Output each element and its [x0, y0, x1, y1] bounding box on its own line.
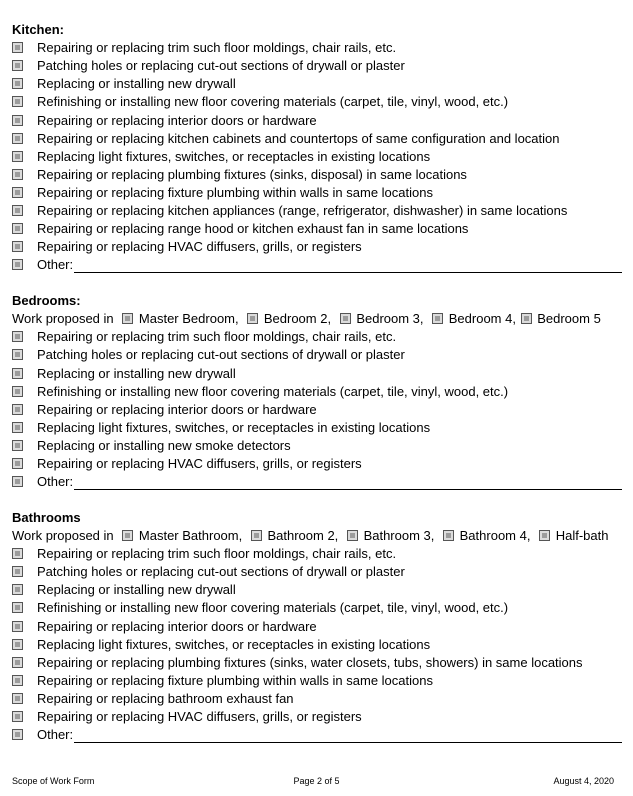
checkbox[interactable] — [251, 530, 262, 541]
other-input-line[interactable] — [74, 272, 622, 273]
checkbox[interactable] — [122, 530, 133, 541]
other-input-line[interactable] — [74, 742, 622, 743]
checkbox[interactable] — [12, 368, 23, 379]
kitchen-title: Kitchen: — [12, 22, 64, 37]
checkbox[interactable] — [12, 96, 23, 107]
checkbox[interactable] — [12, 115, 23, 126]
checkbox[interactable] — [12, 440, 23, 451]
checkbox[interactable] — [12, 422, 23, 433]
checkbox[interactable] — [12, 133, 23, 144]
checkbox[interactable] — [12, 386, 23, 397]
bathrooms-title: Bathrooms — [12, 510, 81, 525]
checkbox[interactable] — [12, 151, 23, 162]
checkbox[interactable] — [12, 458, 23, 469]
other-input-line[interactable] — [74, 489, 622, 490]
checkbox[interactable] — [12, 602, 23, 613]
checkbox[interactable] — [12, 42, 23, 53]
checkbox[interactable] — [12, 729, 23, 740]
footer-form-name: Scope of Work Form — [12, 776, 95, 786]
checkbox[interactable] — [12, 584, 23, 595]
checkbox[interactable] — [12, 349, 23, 360]
checkbox[interactable] — [12, 169, 23, 180]
checkbox[interactable] — [12, 78, 23, 89]
checkbox[interactable] — [521, 313, 532, 324]
checkbox[interactable] — [12, 223, 23, 234]
checkbox[interactable] — [432, 313, 443, 324]
checkbox[interactable] — [122, 313, 133, 324]
checkbox[interactable] — [12, 621, 23, 632]
bedrooms-work-proposed: Work proposed in Master Bedroom, Bedroom 2, Bedroom 3, Bedroom 4, Bedroom 5 — [12, 311, 601, 326]
checkbox[interactable] — [12, 639, 23, 650]
checkbox[interactable] — [12, 711, 23, 722]
bedrooms-title: Bedrooms: — [12, 293, 81, 308]
bathrooms-work-proposed: Work proposed in Master Bathroom, Bathroom 2, Bathroom 3, Bathroom 4, Half-bath — [12, 528, 609, 543]
checkbox[interactable] — [12, 60, 23, 71]
checkbox[interactable] — [12, 657, 23, 668]
checkbox[interactable] — [12, 675, 23, 686]
checkbox[interactable] — [340, 313, 351, 324]
checkbox[interactable] — [247, 313, 258, 324]
checkbox[interactable] — [12, 241, 23, 252]
checkbox[interactable] — [12, 259, 23, 270]
checkbox[interactable] — [12, 548, 23, 559]
footer-date: August 4, 2020 — [553, 776, 614, 786]
checkbox[interactable] — [539, 530, 550, 541]
checkbox[interactable] — [347, 530, 358, 541]
checkbox[interactable] — [12, 404, 23, 415]
checkbox[interactable] — [12, 205, 23, 216]
footer-page-number: Page 2 of 5 — [293, 776, 340, 786]
checkbox[interactable] — [12, 566, 23, 577]
checkbox[interactable] — [12, 331, 23, 342]
checkbox[interactable] — [443, 530, 454, 541]
checkbox[interactable] — [12, 476, 23, 487]
checkbox[interactable] — [12, 693, 23, 704]
checkbox[interactable] — [12, 187, 23, 198]
